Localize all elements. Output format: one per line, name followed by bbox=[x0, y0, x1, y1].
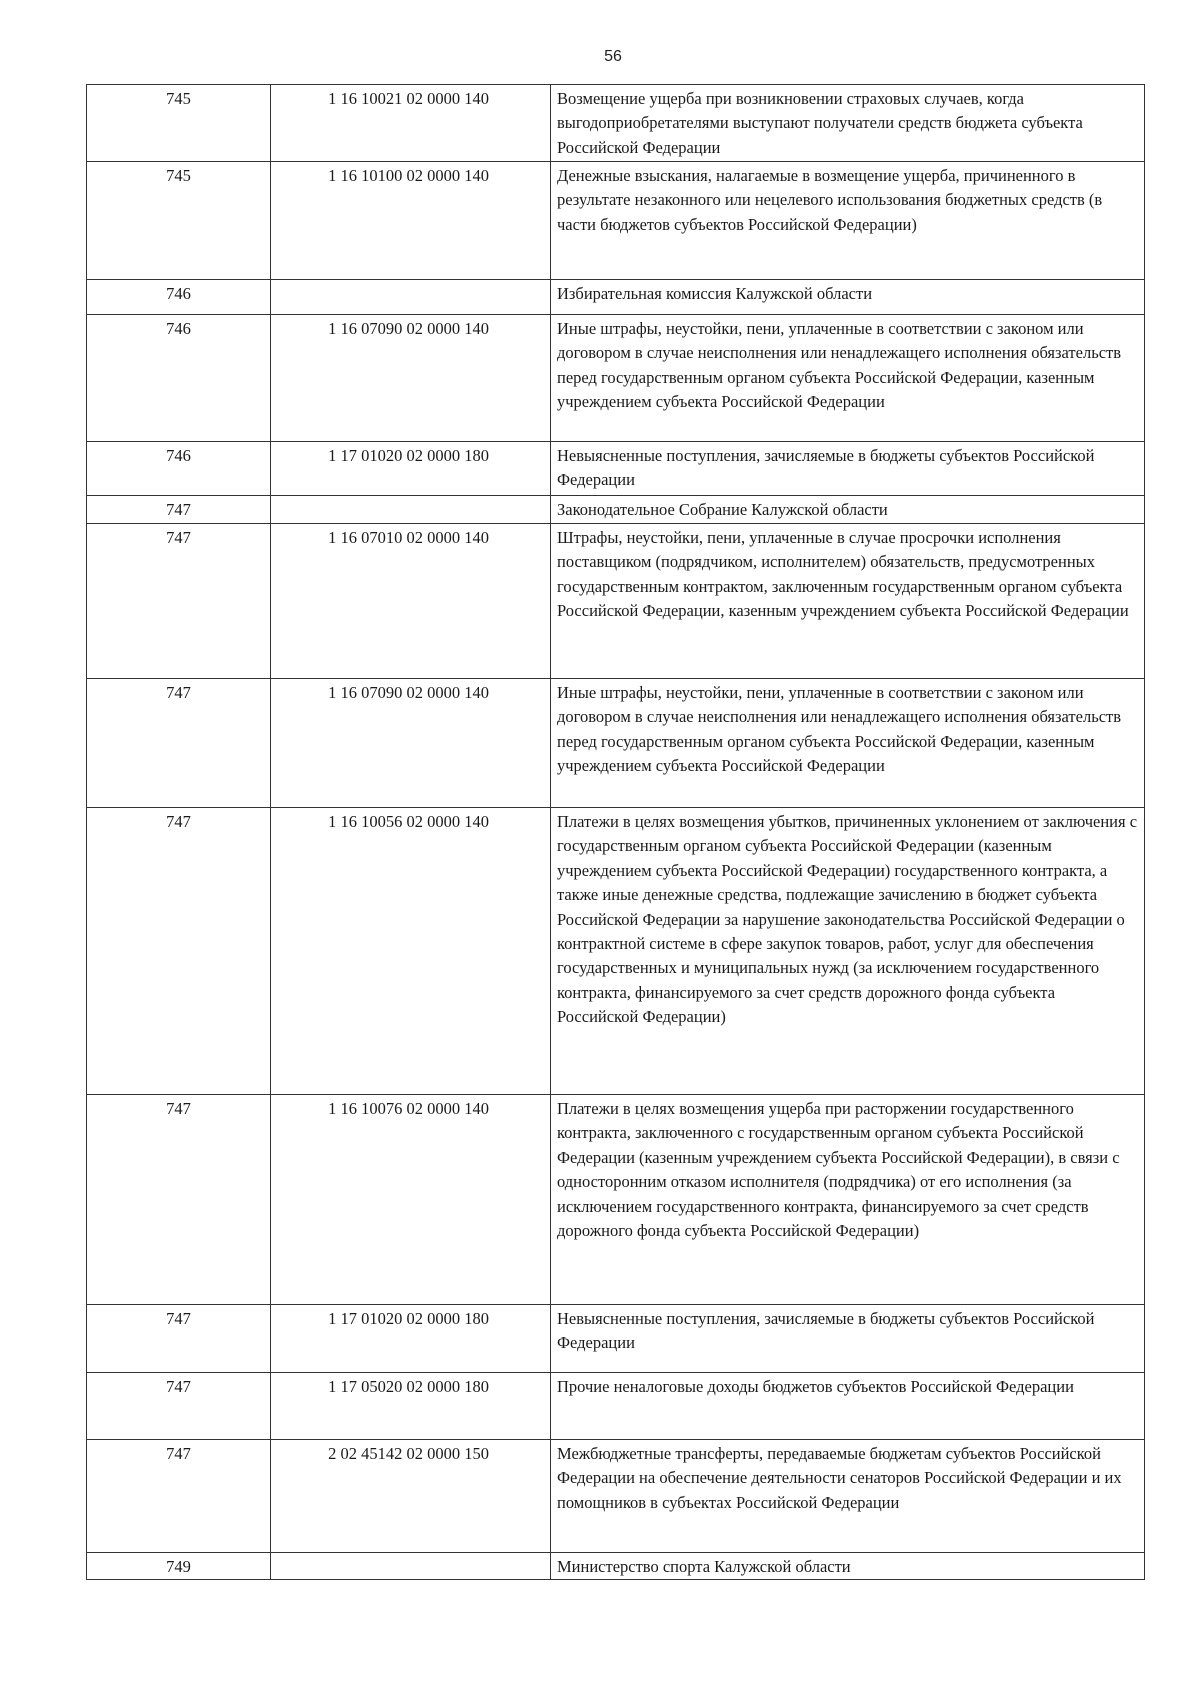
table-row bbox=[87, 315, 1145, 442]
admin-code-cell: 747 bbox=[87, 1373, 271, 1440]
table-row bbox=[87, 1440, 1145, 1553]
revenue-name-cell: Возмещение ущерба при возникновении страховых случаев, когда выгодоприобретателями выступают получатели средств бюджета субъекта Российской Федерации bbox=[551, 85, 1145, 162]
table-row bbox=[87, 1305, 1145, 1373]
table-row bbox=[87, 1373, 1145, 1440]
table-row bbox=[87, 442, 1145, 496]
revenue-name-cell: Невыясненные поступления, зачисляемые в бюджеты субъектов Российской Федерации bbox=[551, 442, 1145, 496]
admin-code-cell: 746 bbox=[87, 280, 271, 315]
revenue-code-cell: 1 16 07090 02 0000 140 bbox=[271, 679, 551, 808]
revenue-name-cell: Штрафы, неустойки, пени, уплаченные в случае просрочки исполнения поставщиком (подрядчиком, исполнителем) обязательств, предусмотренных государственным контрактом, заключенным государственным органом субъекта Российской Федерации, казенным учреждением субъекта Российской Федерации bbox=[551, 524, 1145, 679]
revenue-name-cell: Иные штрафы, неустойки, пени, уплаченные в соответствии с законом или договором в случае неисполнения или ненадлежащего исполнения обязательств перед государственным органом субъекта Российской Федерации, казенным учреждением субъекта Российской Федерации bbox=[551, 679, 1145, 808]
revenue-code-cell bbox=[271, 280, 551, 315]
admin-code-cell: 746 bbox=[87, 442, 271, 496]
admin-code-cell: 747 bbox=[87, 496, 271, 524]
revenue-name-cell: Избирательная комиссия Калужской области bbox=[551, 280, 1145, 315]
revenue-name-cell: Межбюджетные трансферты, передаваемые бюджетам субъектов Российской Федерации на обеспечение деятельности сенаторов Российской Федерации и их помощников в субъектах Российской Федерации bbox=[551, 1440, 1145, 1553]
admin-code-cell: 747 bbox=[87, 808, 271, 1095]
admin-code-cell: 747 bbox=[87, 524, 271, 679]
table-row bbox=[87, 280, 1145, 315]
admin-code-cell: 747 bbox=[87, 1095, 271, 1305]
admin-code-cell: 749 bbox=[87, 1553, 271, 1580]
revenue-name-cell: Министерство спорта Калужской области bbox=[551, 1553, 1145, 1580]
revenue-name-cell: Законодательное Собрание Калужской области bbox=[551, 496, 1145, 524]
revenue-code-cell bbox=[271, 1553, 551, 1580]
table-row bbox=[87, 679, 1145, 808]
revenue-name-cell: Прочие неналоговые доходы бюджетов субъектов Российской Федерации bbox=[551, 1373, 1145, 1440]
revenue-code-cell: 1 17 05020 02 0000 180 bbox=[271, 1373, 551, 1440]
revenue-code-cell bbox=[271, 496, 551, 524]
table-row bbox=[87, 496, 1145, 524]
revenue-name-cell: Иные штрафы, неустойки, пени, уплаченные в соответствии с законом или договором в случае неисполнения или ненадлежащего исполнения обязательств перед государственным органом субъекта Российской Федерации, казенным учреждением субъекта Российской Федерации bbox=[551, 315, 1145, 442]
admin-code-cell: 746 bbox=[87, 315, 271, 442]
admin-code-cell: 745 bbox=[87, 85, 271, 162]
revenue-name-cell: Платежи в целях возмещения убытков, причиненных уклонением от заключения с государственным органом субъекта Российской Федерации (казенным учреждением субъекта Российской Федерации) государственного контракта, а также иные денежные средства, подлежащие зачислению в бюджет субъекта Российской Федерации за нарушение законодательства Российской Федерации о контрактной системе в сфере закупок товаров, работ, услуг для обеспечения государственных и муниципальных нужд (за исключением государственного контракта, финансируемого за счет средств дорожного фонда субъекта Российской Федерации) bbox=[551, 808, 1145, 1095]
table-row bbox=[87, 85, 1145, 162]
page-number: 56 bbox=[604, 48, 622, 65]
admin-code-cell: 747 bbox=[87, 679, 271, 808]
table-row bbox=[87, 808, 1145, 1095]
revenue-code-cell: 1 16 10056 02 0000 140 bbox=[271, 808, 551, 1095]
revenue-code-cell: 1 17 01020 02 0000 180 bbox=[271, 1305, 551, 1373]
revenue-code-cell: 1 17 01020 02 0000 180 bbox=[271, 442, 551, 496]
revenue-code-cell: 1 16 07010 02 0000 140 bbox=[271, 524, 551, 679]
revenue-code-cell: 2 02 45142 02 0000 150 bbox=[271, 1440, 551, 1553]
revenue-name-cell: Платежи в целях возмещения ущерба при расторжении государственного контракта, заключенного с государственным органом субъекта Российской Федерации (казенным учреждением субъекта Российской Федерации), в связи с односторонним отказом исполнителя (подрядчика) от его исполнения (за исключением государственного контракта, финансируемого за счет средств дорожного фонда субъекта Российской Федерации) bbox=[551, 1095, 1145, 1305]
admin-code-cell: 747 bbox=[87, 1305, 271, 1373]
budget-classification-table bbox=[86, 84, 1145, 1580]
table-row bbox=[87, 1095, 1145, 1305]
table-row bbox=[87, 524, 1145, 679]
table-row bbox=[87, 1553, 1145, 1580]
admin-code-cell: 747 bbox=[87, 1440, 271, 1553]
revenue-code-cell: 1 16 07090 02 0000 140 bbox=[271, 315, 551, 442]
revenue-name-cell: Невыясненные поступления, зачисляемые в бюджеты субъектов Российской Федерации bbox=[551, 1305, 1145, 1373]
revenue-code-cell: 1 16 10021 02 0000 140 bbox=[271, 85, 551, 162]
revenue-name-cell: Денежные взыскания, налагаемые в возмещение ущерба, причиненного в результате незаконного или нецелевого использования бюджетных средств (в части бюджетов субъектов Российской Федерации) bbox=[551, 162, 1145, 280]
admin-code-cell: 745 bbox=[87, 162, 271, 280]
table-row bbox=[87, 162, 1145, 280]
revenue-code-cell: 1 16 10076 02 0000 140 bbox=[271, 1095, 551, 1305]
revenue-code-cell: 1 16 10100 02 0000 140 bbox=[271, 162, 551, 280]
